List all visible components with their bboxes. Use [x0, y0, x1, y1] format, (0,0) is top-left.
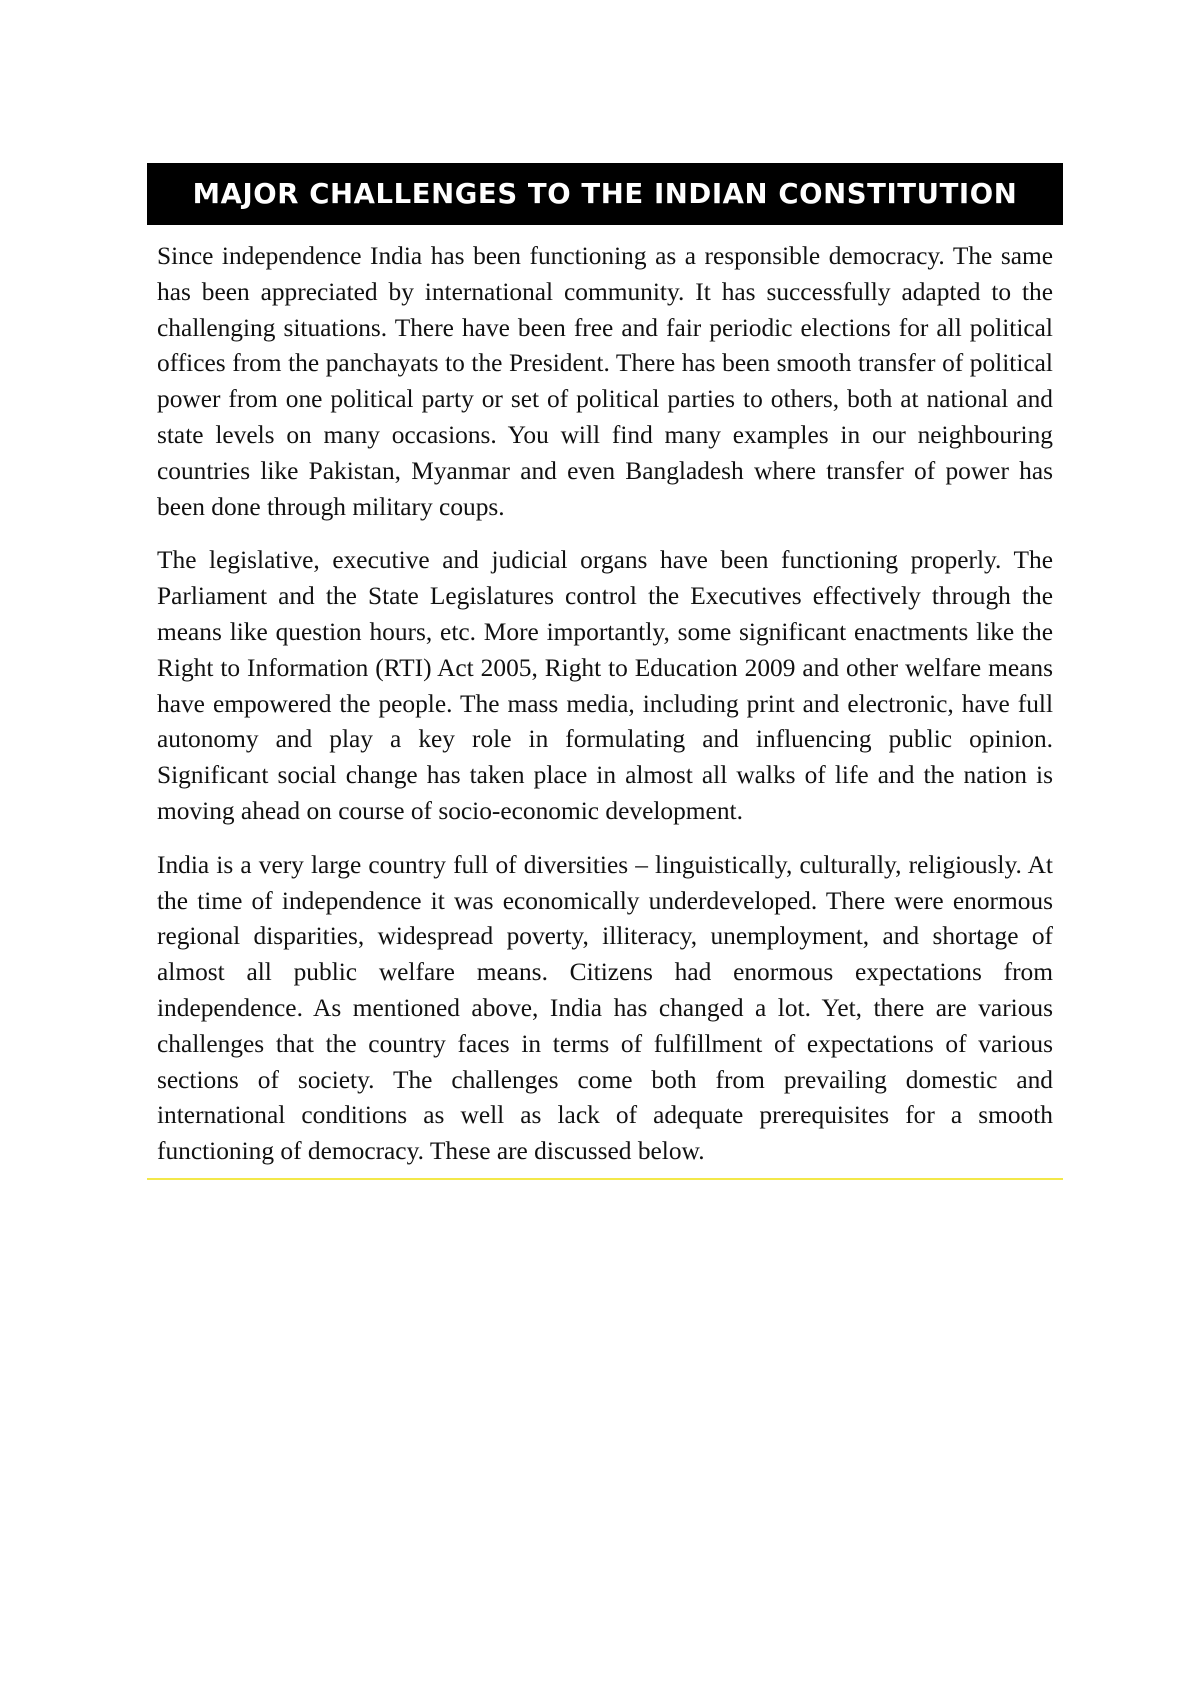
paragraph-1: Since independence India has been functioning as a responsible democracy. The same has been appreciated by international community. It has successfully adapted to the challenging situations. There have been free and fair periodic elections for all political offices from the panchayats to the President. There has been smooth transfer of political power from one political party or set of political parties to others, both at national and state levels on many occasions. You will find many examples in our neighbouring countries like Pakistan, Myanmar and even Bangladesh where transfer of power has been done through military coups. [157, 242, 1053, 521]
content-box [147, 163, 1063, 1180]
section-title: MAJOR CHALLENGES TO THE INDIAN CONSTITUTION [192, 178, 1018, 210]
section-title-bar [147, 163, 1063, 225]
section-body [147, 239, 1063, 1170]
paragraph-2: The legislative, executive and judicial organs have been functioning properly. The Parliament and the State Legislatures control the Executives effectively through the means like question hours, etc. More importantly, some significant enactments like the Right to Information (RTI) Act 2005, Right to Education 2009 and other welfare means have empowered the people. The mass media, including print and electronic, have full autonomy and play a key role in formulating and influencing public opinion. Significant social change has taken place in almost all walks of life and the nation is moving ahead on course of socio-economic development. [157, 546, 1053, 825]
paragraph-3: India is a very large country full of diversities – linguistically, culturally, religiously. At the time of independence it was economically underdeveloped. There were enormous regional disparities, widespread poverty, illiteracy, unemployment, and shortage of almost all public welfare means. Citizens had enormous expectations from independence. As mentioned above, India has changed a lot. Yet, there are various challenges that the country faces in terms of fulfillment of expectations of various sections of society. The challenges come both from prevailing domestic and international conditions as well as lack of adequate prerequisites for a smooth functioning of democracy. These are discussed below. [157, 850, 1053, 1166]
bottom-divider [147, 1178, 1063, 1180]
